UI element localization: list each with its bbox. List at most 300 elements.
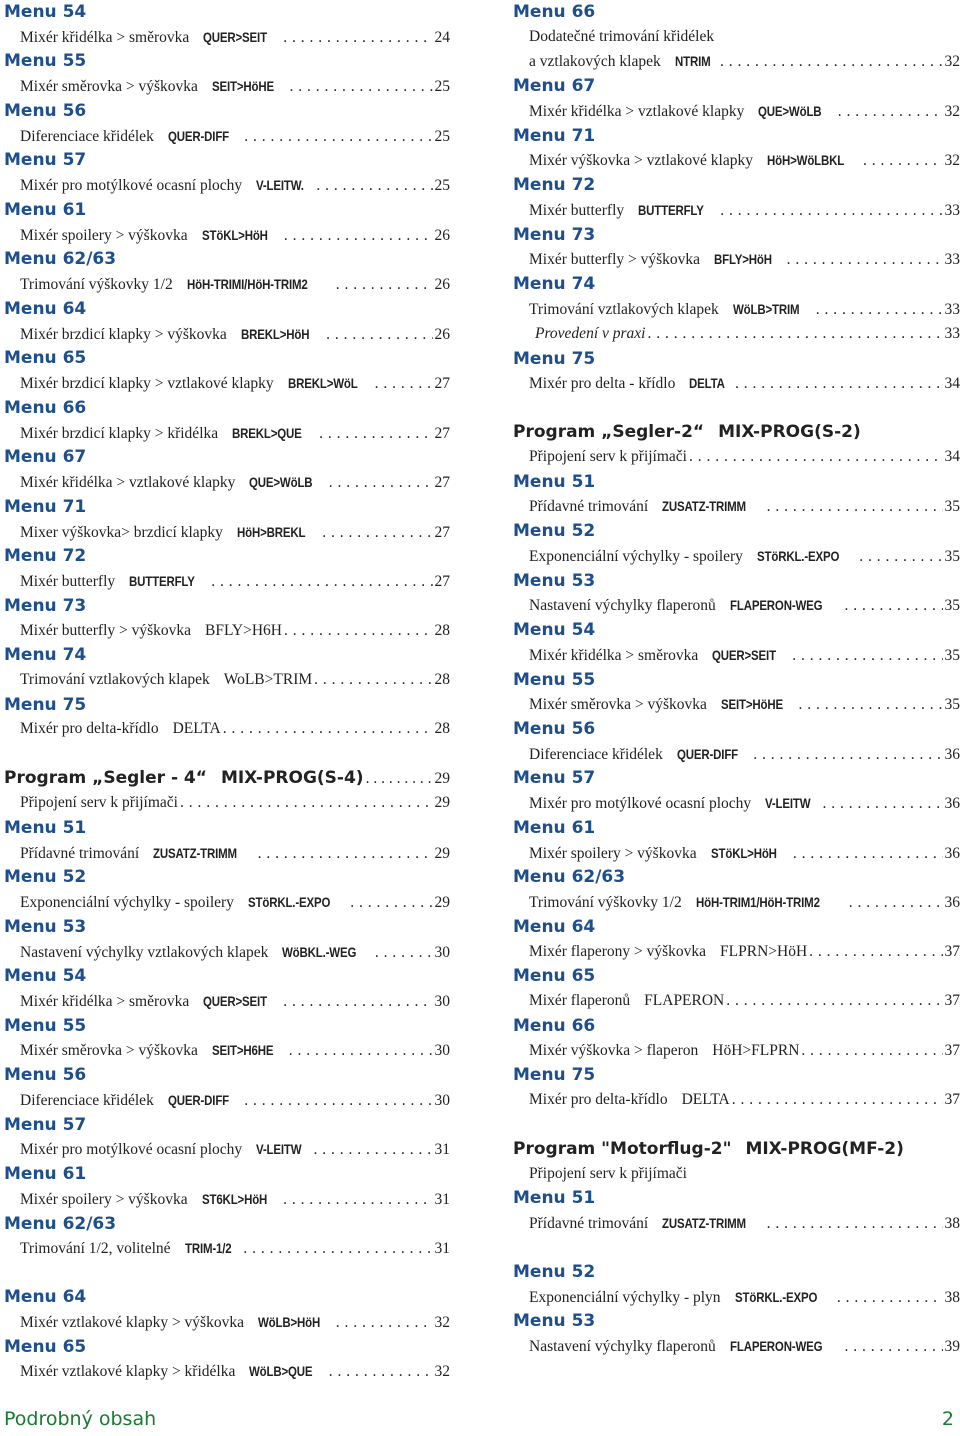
footer-section-title: Podrobný obsah [4, 1408, 156, 1430]
entry-code: DELTA [689, 371, 725, 396]
page-number: 33 [945, 322, 960, 347]
entry-title: Přídavné trimování [529, 1212, 648, 1237]
page-number: 30 [435, 1039, 451, 1064]
toc-entry [513, 890, 960, 915]
program-code: MIX-PROG(MF-2) [745, 1137, 903, 1162]
page-number: 26 [435, 224, 451, 249]
dot-leader [329, 471, 433, 496]
page-number: 25 [435, 75, 451, 100]
menu-heading: Menu 64 [4, 297, 450, 322]
page-number: 35 [945, 693, 960, 718]
dot-leader [863, 149, 942, 174]
entry-title: Mixér křidélka > směrovka [20, 26, 189, 51]
entry-code: HöH>BREKL [237, 520, 305, 545]
toc-entry [513, 99, 960, 124]
toc-entry [4, 1137, 450, 1162]
entry-title: Diferenciace křidélek [20, 125, 154, 150]
entry-title: Nastavení výchylky flaperonů [529, 594, 716, 619]
page-number: 33 [945, 298, 960, 323]
toc-right-column [513, 0, 960, 1359]
menu-heading: Menu 71 [4, 495, 450, 520]
entry-code: STöRKL.-EXPO [735, 1285, 817, 1310]
entry-code: HöH>FLPRN [712, 1039, 799, 1064]
menu-heading: Menu 73 [4, 594, 450, 619]
page-number: 31 [435, 1237, 451, 1262]
toc-entry [4, 272, 450, 297]
entry-title: Připojení serv k přijímači [20, 791, 178, 816]
entry-title: Mixér směrovka > výškovka [20, 75, 198, 100]
page-number: 32 [435, 1360, 451, 1385]
entry-title: Mixér křidélka > vztlakové klapky [20, 471, 235, 496]
page-number: 36 [945, 842, 960, 867]
entry-code: NTRIM [675, 49, 711, 74]
entry-code: QUER-DIFF [168, 124, 229, 149]
entry-title: Provedení v praxi [529, 322, 645, 347]
entry-title: Mixér brzdicí klapky > vztlakové klapky [20, 372, 274, 397]
menu-heading: Menu 56 [4, 1063, 450, 1088]
menu-heading: Menu 54 [513, 618, 960, 643]
dot-leader [375, 941, 433, 966]
entry-title: Mixér spoilery > výškovka [529, 842, 697, 867]
entry-title: Mixér výškovka > vztlakové klapky [529, 149, 753, 174]
toc-entry [4, 890, 450, 915]
entry-code: BREKL>HöH [241, 322, 309, 347]
dot-leader [735, 372, 943, 397]
entry-code: BFLY>H6H [205, 619, 282, 644]
dot-leader [816, 298, 943, 323]
menu-heading: Menu 53 [513, 569, 960, 594]
entry-code: HöH-TRIMI/HöH-TRIM2 [187, 272, 308, 297]
toc-entry [513, 989, 960, 1014]
entry-title: Mixér brzdicí klapky > křidélka [20, 422, 218, 447]
page-number: 34 [945, 445, 960, 470]
entry-code: FLAPERON [644, 989, 724, 1014]
entry-code: WöBKL.-WEG [282, 940, 356, 965]
menu-heading: Menu 55 [513, 668, 960, 693]
toc-entry [513, 247, 960, 272]
toc-entry [513, 544, 960, 569]
toc-entry [4, 124, 450, 149]
entry-title: Přídavné trimování [20, 842, 139, 867]
dot-leader [244, 1089, 432, 1114]
entry-code: V-LEITW [256, 1137, 301, 1162]
section-gap [513, 1113, 960, 1137]
page-number: 32 [945, 100, 960, 125]
page-number: 33 [945, 199, 960, 224]
page-number: 37 [945, 940, 960, 965]
toc-entry [513, 49, 960, 74]
page-number: 34 [945, 372, 960, 397]
dot-leader [322, 521, 432, 546]
entry-code: QUE>WöLB [758, 99, 821, 124]
page-number: 26 [435, 273, 451, 298]
toc-entry [513, 445, 960, 470]
toc-entry [4, 322, 450, 347]
menu-heading: Menu 65 [4, 346, 450, 371]
menu-heading: Menu 53 [4, 915, 450, 940]
toc-entry [4, 223, 450, 248]
entry-title: Připojení serv k přijímači [529, 1165, 687, 1182]
dot-leader [726, 989, 942, 1014]
toc-entry [4, 470, 450, 495]
menu-heading: Menu 62/63 [4, 247, 450, 272]
menu-heading: Menu 62/63 [513, 865, 960, 890]
entry-code: STöKL>HöH [202, 223, 268, 248]
dot-leader [837, 1286, 943, 1311]
menu-heading: Menu 52 [4, 865, 450, 890]
dot-leader [316, 174, 432, 199]
entry-title: Trimování výškovky 1/2 [529, 891, 682, 916]
entry-code: ZUSATZ-TRIMM [662, 494, 746, 519]
toc-entry [513, 791, 960, 816]
dot-leader [244, 125, 432, 150]
entry-title: Mixér flaperonů [529, 989, 630, 1014]
dot-leader [859, 545, 942, 570]
page-number: 32 [945, 149, 960, 174]
toc-entry [513, 148, 960, 173]
entry-title: Diferenciace křidélek [529, 743, 663, 768]
menu-heading: Menu 54 [4, 0, 450, 25]
entry-title: Přídavné trimování [529, 495, 648, 520]
menu-heading: Menu 55 [4, 49, 450, 74]
entry-code: SEIT>H6HE [212, 1038, 273, 1063]
dot-leader [849, 891, 943, 916]
page-number: 27 [435, 570, 451, 595]
page-number: 30 [435, 990, 451, 1015]
entry-title: Mixér křidélka > vztlakové klapky [529, 100, 744, 125]
toc-entry [4, 421, 450, 446]
dot-leader [223, 717, 433, 742]
entry-code: BUTTERFLY [638, 198, 704, 223]
entry-code: QUER-DIFF [677, 742, 738, 767]
entry-code: FLPRN>HöH [720, 940, 807, 965]
entry-title: Dodatečné trimování křidélek [529, 28, 714, 45]
page-number: 37 [945, 989, 960, 1014]
page-number: 29 [435, 842, 451, 867]
dot-leader [845, 594, 943, 619]
entry-title: Nastavení výchylky vztlakových klapek [20, 941, 268, 966]
page-number: 35 [945, 644, 960, 669]
toc-entry [4, 1310, 450, 1335]
page-number: 31 [435, 1138, 451, 1163]
entry-title: Nastavení výchylky flaperonů [529, 1335, 716, 1360]
toc-left-column [4, 0, 450, 1384]
entry-title: Mixér pro motýlkové ocasní plochy [20, 1138, 242, 1163]
page-number: 32 [435, 1311, 451, 1336]
entry-title: Mixér výškovka > flaperon [529, 1039, 698, 1064]
dot-leader [314, 668, 432, 693]
menu-heading: Menu 75 [513, 1063, 960, 1088]
menu-heading: Menu 61 [4, 198, 450, 223]
page-number: 27 [435, 471, 451, 496]
dot-leader [284, 619, 433, 644]
toc-entry [513, 198, 960, 223]
menu-heading: Menu 75 [513, 347, 960, 372]
toc-entry [4, 520, 450, 545]
entry-title: Trimování vztlakových klapek [20, 668, 210, 693]
menu-heading: Menu 65 [4, 1335, 450, 1360]
toc-entry [513, 643, 960, 668]
toc-entry [513, 841, 960, 866]
toc-entry [4, 371, 450, 396]
program-heading [513, 1137, 960, 1162]
toc-entry [513, 1039, 960, 1064]
section-gap [4, 1261, 450, 1285]
entry-title: Mixér pro motýlkové ocasní plochy [529, 792, 751, 817]
dot-leader [258, 842, 433, 867]
dot-leader [767, 495, 943, 520]
dot-leader [720, 199, 942, 224]
entry-code: QUER-DIFF [168, 1088, 229, 1113]
entry-title: Trimování vztlakových klapek [529, 298, 719, 323]
page-number: 25 [435, 174, 451, 199]
entry-title: Mixér spoilery > výškovka [20, 224, 188, 249]
toc-entry [513, 25, 960, 50]
section-gap [4, 742, 450, 766]
entry-title: Exponenciální výchylky - spoilery [20, 891, 234, 916]
page-number: 39 [945, 1335, 960, 1360]
entry-title: Exponenciální výchylky - plyn [529, 1286, 721, 1311]
entry-title: Mixér pro delta-křídlo [20, 717, 159, 742]
dot-leader [284, 224, 433, 249]
page-number: 35 [945, 545, 960, 570]
dot-leader [801, 1039, 942, 1064]
toc-entry [513, 692, 960, 717]
page-number: 26 [435, 323, 451, 348]
entry-title: Mixér pro motýlkové ocasní plochy [20, 174, 242, 199]
page-number: 27 [435, 422, 451, 447]
toc-entry [4, 1187, 450, 1212]
entry-code: QUE>WöLB [249, 470, 312, 495]
page-number: 28 [435, 717, 451, 742]
page-number: 36 [945, 792, 960, 817]
menu-heading: Menu 51 [4, 816, 450, 841]
entry-code: ST6KL>HöH [202, 1187, 267, 1212]
toc-entry [513, 742, 960, 767]
menu-heading: Menu 74 [513, 272, 960, 297]
toc-entry [4, 569, 450, 594]
menu-heading: Menu 66 [513, 0, 960, 25]
entry-title: Mixér butterfly > výškovka [529, 248, 700, 273]
toc-entry [513, 593, 960, 618]
entry-title: Trimování 1/2, volitelné [20, 1237, 171, 1262]
toc-entry [513, 1162, 960, 1187]
toc-entry [4, 940, 450, 965]
page-number: 35 [945, 495, 960, 520]
entry-title: Diferenciace křidélek [20, 1089, 154, 1114]
entry-code: QUER>SEIT [712, 643, 776, 668]
page-number: 29 [435, 891, 451, 916]
menu-heading: Menu 57 [4, 1113, 450, 1138]
dot-leader [793, 842, 943, 867]
toc-entry [513, 1088, 960, 1113]
toc-entry [4, 989, 450, 1014]
page-number: 32 [945, 50, 960, 75]
menu-heading: Menu 66 [513, 1014, 960, 1039]
entry-code: SEIT>HöHE [721, 692, 783, 717]
page-number: 29 [435, 767, 451, 792]
entry-code: STöRKL.-EXPO [757, 544, 839, 569]
menu-heading: Menu 51 [513, 470, 960, 495]
page-number: 25 [435, 125, 451, 150]
entry-code: FLAPERON-WEG [730, 1334, 822, 1359]
entry-code: DELTA [682, 1088, 730, 1113]
page-number: 24 [435, 26, 451, 51]
dot-leader [647, 322, 942, 347]
entry-code: WöLB>HöH [258, 1310, 320, 1335]
program-title: Program „Segler-2“ [513, 420, 704, 445]
entry-code: V-LEITW [765, 791, 810, 816]
toc-entry [4, 841, 450, 866]
page-number: 33 [945, 248, 960, 273]
dot-leader [720, 50, 942, 75]
entry-code: WöLB>QUE [249, 1359, 312, 1384]
toc-entry [4, 1038, 450, 1063]
program-code: MIX-PROG(S-2) [718, 420, 861, 445]
dot-leader [809, 940, 942, 965]
menu-heading: Menu 73 [513, 223, 960, 248]
toc-entry [4, 25, 450, 50]
entry-title: Mixér vztlakové klapky > výškovka [20, 1311, 244, 1336]
menu-heading: Menu 56 [513, 717, 960, 742]
page-number: 38 [945, 1286, 960, 1311]
entry-code: ZUSATZ-TRIMM [153, 841, 237, 866]
entry-title: Mixér butterfly > výškovka [20, 619, 191, 644]
dot-leader [838, 100, 943, 125]
menu-heading: Menu 75 [4, 693, 450, 718]
page-number: 36 [945, 891, 960, 916]
toc-entry [513, 371, 960, 396]
dot-leader [211, 570, 432, 595]
section-gap [513, 396, 960, 420]
page-number: 36 [945, 743, 960, 768]
page-number: 30 [435, 941, 451, 966]
entry-code: WoLB>TRIM [224, 668, 312, 693]
toc-entry [4, 619, 450, 644]
dot-leader [366, 767, 433, 792]
entry-title: Exponenciální výchylky - spoilery [529, 545, 743, 570]
toc-entry [513, 494, 960, 519]
menu-heading: Menu 65 [513, 964, 960, 989]
entry-code: V-LEITW. [256, 173, 304, 198]
entry-title: Mixér směrovka > výškovka [529, 693, 707, 718]
toc-entry [513, 322, 960, 347]
entry-title: Mixér křidélka > směrovka [20, 990, 189, 1015]
entry-code: ZUSATZ-TRIMM [662, 1211, 746, 1236]
dot-leader [375, 372, 433, 397]
menu-heading: Menu 72 [513, 173, 960, 198]
page-number: 37 [945, 1039, 960, 1064]
entry-code: BREKL>WöL [288, 371, 358, 396]
dot-leader [845, 1335, 943, 1360]
page-number: 28 [435, 668, 451, 693]
menu-heading: Menu 61 [4, 1162, 450, 1187]
toc-entry [4, 74, 450, 99]
page-number: 37 [945, 1088, 960, 1113]
toc-entry [4, 173, 450, 198]
dot-leader [283, 1188, 432, 1213]
entry-title: Mixér butterfly [529, 199, 624, 224]
entry-code: HöH>WöLBKL [767, 148, 844, 173]
dot-leader [350, 891, 432, 916]
entry-title: Mixér spoilery > výškovka [20, 1188, 188, 1213]
dot-leader [289, 1039, 433, 1064]
entry-code: STöKL>HöH [711, 841, 777, 866]
entry-title: Připojení serv k přijímači [529, 445, 687, 470]
menu-heading: Menu 55 [4, 1014, 450, 1039]
toc-entry [513, 1285, 960, 1310]
page-number: 38 [945, 1212, 960, 1237]
dot-leader [314, 1138, 433, 1163]
entry-code: FLAPERON-WEG [730, 593, 822, 618]
menu-heading: Menu 66 [4, 396, 450, 421]
menu-heading: Menu 67 [513, 74, 960, 99]
section-gap [513, 1236, 960, 1260]
dot-leader [319, 422, 432, 447]
menu-heading: Menu 74 [4, 643, 450, 668]
entry-code: BFLY>HöH [714, 247, 772, 272]
toc-entry [513, 1334, 960, 1359]
toc-entry [4, 717, 450, 742]
dot-leader [243, 1237, 432, 1262]
menu-heading: Menu 56 [4, 99, 450, 124]
entry-code: HöH-TRIM1/HöH-TRIM2 [696, 890, 820, 915]
entry-title: Mixér flaperony > výškovka [529, 940, 706, 965]
menu-heading: Menu 51 [513, 1186, 960, 1211]
entry-title: a vztlakových klapek [529, 50, 661, 75]
page-number: 30 [435, 1089, 451, 1114]
menu-heading: Menu 52 [513, 1260, 960, 1285]
dot-leader [799, 693, 943, 718]
page-number: 28 [435, 619, 451, 644]
entry-title: Mixér směrovka > výškovka [20, 1039, 198, 1064]
menu-heading: Menu 71 [513, 124, 960, 149]
toc-entry [513, 940, 960, 965]
menu-heading: Menu 61 [513, 816, 960, 841]
menu-heading: Menu 53 [513, 1309, 960, 1334]
menu-heading: Menu 57 [513, 766, 960, 791]
entry-title: Mixér brzdicí klapky > výškovka [20, 323, 227, 348]
dot-leader [290, 75, 433, 100]
menu-heading: Menu 57 [4, 148, 450, 173]
toc-entry [513, 297, 960, 322]
entry-code: QUER>SEIT [203, 25, 267, 50]
menu-heading: Menu 72 [4, 544, 450, 569]
menu-heading: Menu 64 [4, 1285, 450, 1310]
entry-code: WöLB>TRIM [733, 297, 799, 322]
dot-leader [283, 990, 432, 1015]
toc-entry [4, 668, 450, 693]
footer-page-number: 2 [942, 1408, 954, 1430]
entry-title: Trimování výškovky 1/2 [20, 273, 173, 298]
toc-entry [4, 1236, 450, 1261]
program-title: Program „Segler - 4“ [4, 766, 207, 791]
page-number: 31 [435, 1188, 451, 1213]
program-heading [4, 766, 450, 791]
menu-heading: Menu 52 [513, 519, 960, 544]
toc-entry [513, 1211, 960, 1236]
dot-leader [753, 743, 942, 768]
dot-leader [787, 248, 943, 273]
dot-leader [180, 791, 433, 816]
entry-code: TRIM-1/2 [185, 1236, 232, 1261]
entry-code: QUER>SEIT [203, 989, 267, 1014]
entry-code: STöRKL.-EXPO [248, 890, 330, 915]
toc-entry [4, 1359, 450, 1384]
entry-title: Mixér pro delta - křídlo [529, 372, 675, 397]
dot-leader [336, 273, 433, 298]
entry-code: BREKL>QUE [232, 421, 302, 446]
